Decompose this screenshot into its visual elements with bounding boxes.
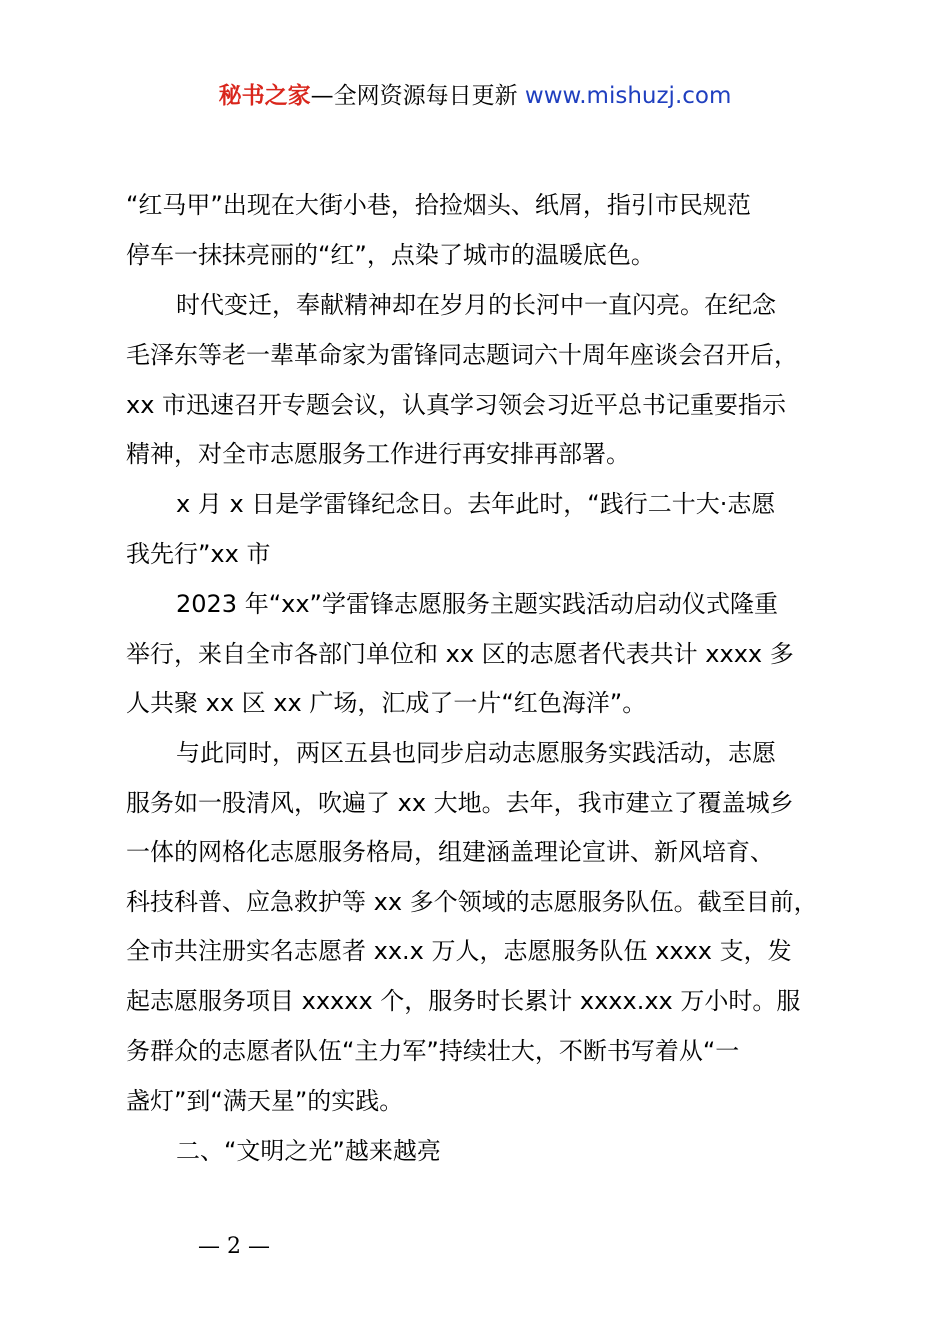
text-line: 停车一抹抹亮丽的“红”，点染了城市的温暖底色。 <box>126 241 655 269</box>
page-number: — 2 — <box>198 1234 270 1259</box>
site-header <box>0 80 950 112</box>
text-line: 时代变迁，奉献精神却在岁月的长河中一直闪亮。在纪念 <box>176 291 776 319</box>
text-line: 人共聚 xx 区 xx 广场，汇成了一片“红色海洋”。 <box>126 689 647 717</box>
text-line: 与此同时，两区五县也同步启动志愿服务实践活动，志愿 <box>176 739 776 767</box>
text-line: xx 市迅速召开专题会议，认真学习领会习近平总书记重要指示 <box>126 391 787 419</box>
text-line: x 月 x 日是学雷锋纪念日。去年此时，“践行二十大·志愿 <box>176 490 776 518</box>
section-heading: 二、“文明之光”越来越亮 <box>176 1137 441 1165</box>
text-line: 服务如一股清风，吹遍了 xx 大地。去年，我市建立了覆盖城乡 <box>126 789 794 817</box>
text-line: 起志愿服务项目 xxxxx 个，服务时长累计 xxxx.xx 万小时。服 <box>126 987 801 1015</box>
text-line: 举行，来自全市各部门单位和 xx 区的志愿者代表共计 xxxx 多 <box>126 640 794 668</box>
header-slogan: —全网资源每日更新 <box>310 83 525 109</box>
text-line: 毛泽东等老一辈革命家为雷锋同志题词六十周年座谈会召开后， <box>126 341 798 369</box>
text-line: 务群众的志愿者队伍“主力军”持续壮大，不断书写着从“一 <box>126 1037 740 1065</box>
text-line: 精神，对全市志愿服务工作进行再安排再部署。 <box>126 440 630 468</box>
text-line: 我先行”xx 市 <box>126 540 271 568</box>
text-line: 一体的网格化志愿服务格局，组建涵盖理论宣讲、新风培育、 <box>126 838 774 866</box>
header-brand: 秘书之家 <box>218 83 311 109</box>
text-line: 2023 年“xx”学雷锋志愿服务主题实践活动启动仪式隆重 <box>176 590 778 618</box>
text-line: 全市共注册实名志愿者 xx.x 万人，志愿服务队伍 xxxx 支，发 <box>126 937 792 965</box>
text-line: 科技科普、应急救护等 xx 多个领域的志愿服务队伍。截至目前， <box>126 888 818 916</box>
text-line: “红马甲”出现在大街小巷，拾捡烟头、纸屑，指引市民规范 <box>126 191 751 219</box>
header-url[interactable]: www.mishuzj.com <box>524 83 732 109</box>
text-line: 盏灯”到“满天星”的实践。 <box>126 1087 404 1115</box>
